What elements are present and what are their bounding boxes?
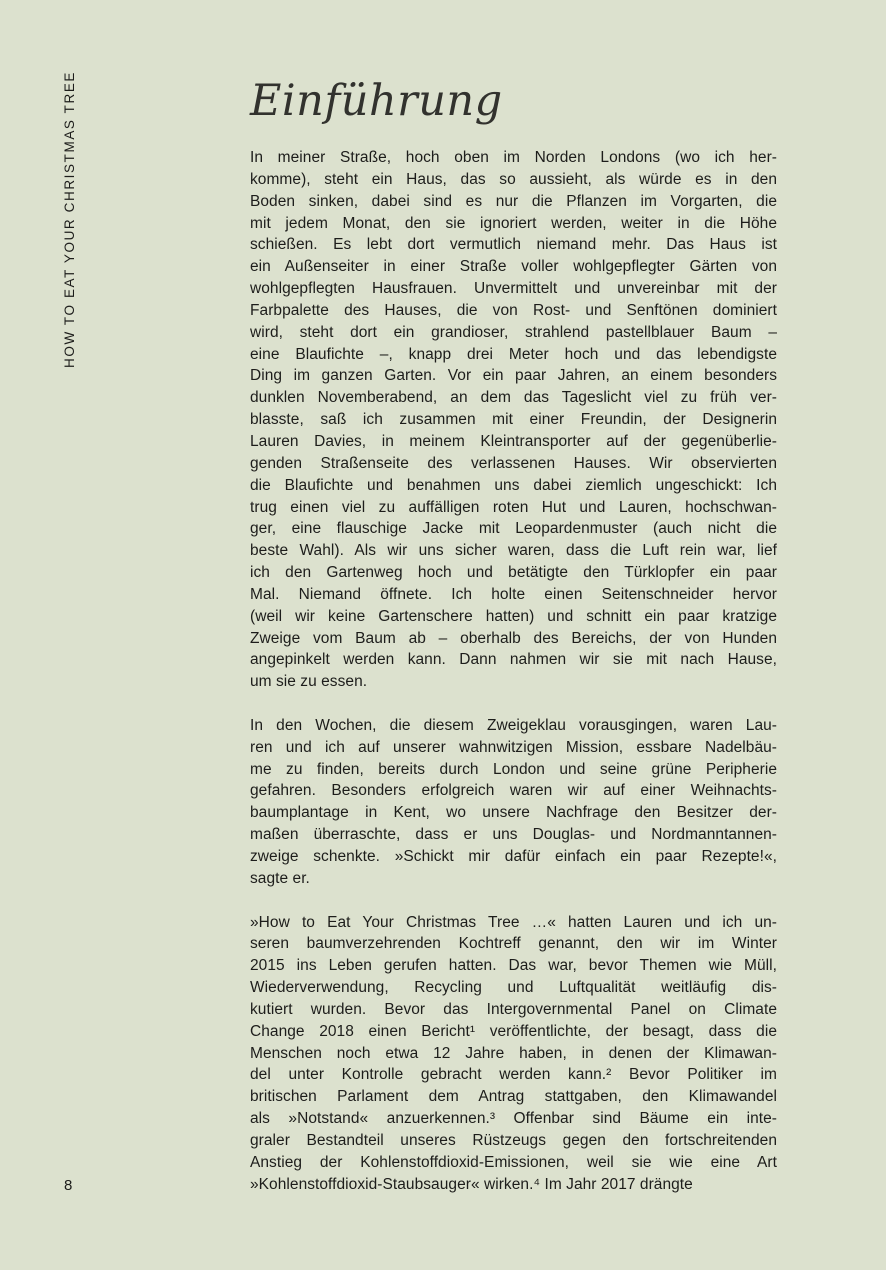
text-line: beste Wahl). Als wir uns sicher waren, dass die Luft rein war, lief <box>250 542 777 560</box>
text-line: Change 2018 einen Bericht¹ veröffentlichte, der besagt, dass die <box>250 1022 777 1040</box>
text-line: gefahren. Besonders erfolgreich waren wir auf einer Weihnachts- <box>250 782 777 800</box>
text-line: wird, steht dort ein grandioser, strahlend pastellblauer Baum – <box>250 323 777 341</box>
text-line: Mal. Niemand öffnete. Ich holte einen Seitenschneider hervor <box>250 585 777 603</box>
text-line: 2015 ins Leben gerufen hatten. Das war, bevor Themen wie Müll, <box>250 957 777 975</box>
text-line: (weil wir keine Gartenschere hatten) und schnitt ein paar kratzige <box>250 607 777 625</box>
text-line: Zweige vom Baum ab – oberhalb des Bereichs, der von Hunden <box>250 629 777 647</box>
text-line: wohlgepflegten Hausfrauen. Unvermittelt und unvereinbar mit der <box>250 280 777 298</box>
text-line: ein Außenseiter in einer Straße voller wohlgepflegter Gärten von <box>250 258 777 276</box>
text-line: ren und ich auf unserer wahnwitzigen Mission, essbare Nadelbäu- <box>250 738 777 756</box>
text-line: zweige schenkte. »Schickt mir dafür einfach ein paar Rezepte!«, <box>250 848 777 865</box>
spine-title: HOW TO EAT YOUR CHRISTMAS TREE <box>62 70 77 368</box>
text-line: Wiederverwendung, Recycling und Luftqualität weitläufig dis- <box>250 979 777 997</box>
text-line: »Kohlenstoffdioxid-Staubsauger« wirken.⁴ Im Jahr 2017 drängte <box>250 1175 693 1193</box>
text-line: Ding im ganzen Garten. Vor ein paar Jahren, an einem besonders <box>250 367 777 385</box>
text-line: del unter Kontrolle gebracht werden kann.² Bevor Politiker im <box>250 1066 777 1084</box>
text-line: baumplantage in Kent, wo unsere Nachfrage den Besitzer der- <box>250 804 777 822</box>
text-line: ger, eine flauschige Jacke mit Leopardenmuster (auch nicht die <box>250 520 777 538</box>
text-line: ich den Gartenweg hoch und betätigte den Türklopfer ein paar <box>250 564 777 582</box>
body-text <box>250 147 777 1196</box>
text-line: die Blaufichte und benahmen uns dabei ziemlich ungeschickt: Ich <box>250 476 777 494</box>
text-line: Menschen noch etwa 12 Jahre haben, in denen der Klimawan- <box>250 1044 777 1062</box>
text-line: dunklen Novemberabend, an dem das Tageslicht viel zu früh ver- <box>250 389 777 407</box>
text-line: me zu finden, bereits durch London und seine grüne Peripherie <box>250 760 777 778</box>
text-line: graler Bestandteil unseres Rüstzeugs gegen den fortschreitenden <box>250 1131 777 1149</box>
text-line: In meiner Straße, hoch oben im Norden Londons (wo ich her- <box>250 149 777 166</box>
text-line: mit jedem Monat, den sie ignoriert werden, weiter in die Höhe <box>250 214 777 232</box>
text-line: Boden sinken, dabei sind es nur die Pflanzen im Vorgarten, die <box>250 192 777 210</box>
page-number: 8 <box>64 1177 73 1194</box>
text-line: blasste, saß ich zusammen mit einer Freundin, der Designerin <box>250 411 777 429</box>
text-line: schießen. Es lebt dort vermutlich niemand mehr. Das Haus ist <box>250 236 777 254</box>
paragraph <box>250 147 777 693</box>
text-line: angepinkelt werden kann. Dann nahmen wir sie mit nach Hause, <box>250 651 777 669</box>
content-column <box>250 76 777 1196</box>
text-line: »How to Eat Your Christmas Tree …« hatten Lauren und ich un- <box>250 913 777 931</box>
paragraph <box>250 715 777 890</box>
text-line: kutiert wurden. Bevor das Intergovernmental Panel on Climate <box>250 1000 777 1018</box>
text-line: Lauren Davies, in meinem Kleintransporter auf der gegenüberlie- <box>250 432 777 450</box>
text-line: sagte er. <box>250 869 310 887</box>
text-line: In den Wochen, die diesem Zweigeklau vorausgingen, waren Lau- <box>250 716 777 734</box>
text-line: eine Blaufichte –, knapp drei Meter hoch und das lebendigste <box>250 345 777 363</box>
text-line: genden Straßenseite des verlassenen Hauses. Wir observierten <box>250 454 777 472</box>
text-line: maßen überraschte, dass er uns Douglas- und Nordmanntannen- <box>250 826 777 844</box>
text-line: um sie zu essen. <box>250 673 368 691</box>
text-line: britischen Parlament dem Antrag stattgaben, den Klimawandel <box>250 1088 777 1106</box>
text-line: Farbpalette des Hauses, die von Rost- und Senftönen dominiert <box>250 301 777 319</box>
text-line: komme), steht ein Haus, das so aussieht, als würde es in den <box>250 170 777 188</box>
text-line: seren baumverzehrenden Kochtreff genannt, den wir im Winter <box>250 935 777 953</box>
text-line: als »Notstand« anzuerkennen.³ Offenbar sind Bäume ein inte- <box>250 1110 777 1128</box>
text-line: Anstieg der Kohlenstoffdioxid-Emissionen, weil sie wie eine Art <box>250 1153 777 1171</box>
text-line: trug einen viel zu auffälligen roten Hut und Lauren, hochschwan- <box>250 498 777 516</box>
chapter-title: Einführung <box>250 76 503 126</box>
paragraph <box>250 912 777 1196</box>
